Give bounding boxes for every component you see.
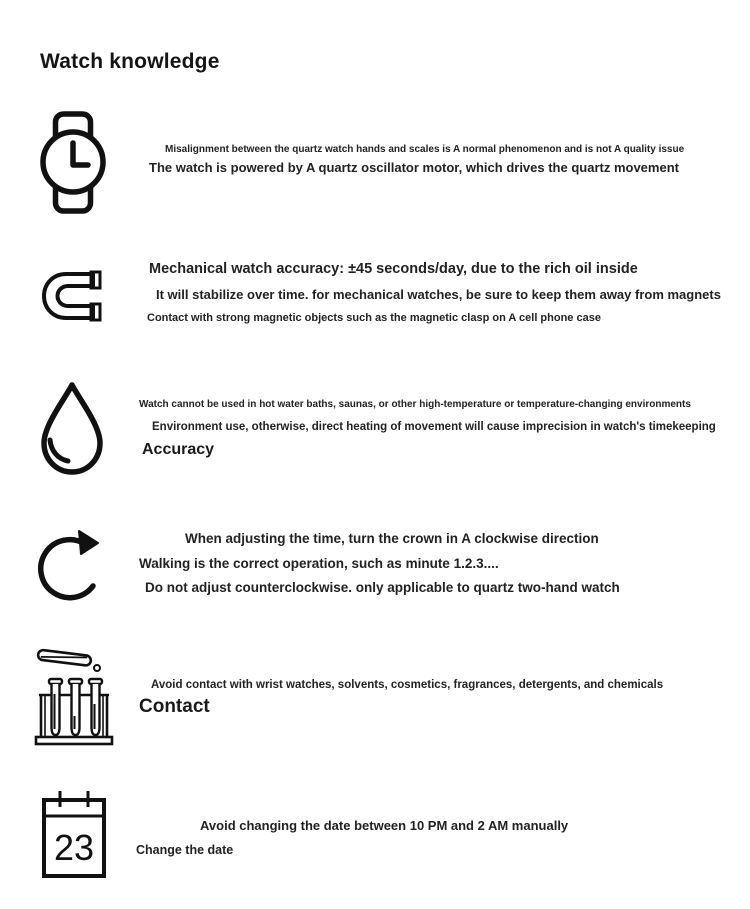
contact-heading: Contact xyxy=(139,696,210,717)
date-change-warning-note: Avoid changing the date between 10 PM and 2 AM manually xyxy=(200,818,569,833)
test-tubes-icon xyxy=(32,642,116,747)
crown-clockwise-note: When adjusting the time, turn the crown in A clockwise direction xyxy=(185,531,599,546)
calendar-icon xyxy=(38,788,110,880)
page-title: Watch knowledge xyxy=(40,50,220,74)
quartz-misalignment-note: Misalignment between the quartz watch hands and scales is A normal phenomenon and is not A quality issue xyxy=(165,144,685,155)
magnet-contact-note: Contact with strong magnetic objects such as the magnetic clasp on A cell phone case xyxy=(147,312,601,324)
clockwise-arrow-icon xyxy=(34,516,110,610)
quartz-movement-note: The watch is powered by A quartz oscillator motor, which drives the quartz movement xyxy=(149,160,679,175)
mechanical-accuracy-note: Mechanical watch accuracy: ±45 seconds/day, due to the rich oil inside xyxy=(149,261,638,277)
heating-imprecision-note: Environment use, otherwise, direct heating of movement will cause imprecision in watch's timekeeping xyxy=(152,421,716,433)
calendar-day-number: 23 xyxy=(53,827,95,868)
magnet-icon xyxy=(38,264,106,328)
change-date-heading: Change the date xyxy=(136,843,234,857)
magnet-warning-note: It will stabilize over time. for mechanical watches, be sure to keep them away from magnets xyxy=(156,287,721,302)
watch-icon xyxy=(38,110,108,215)
water-drop-icon xyxy=(36,378,108,480)
temperature-warning-note: Watch cannot be used in hot water baths, saunas, or other high-temperature or temperature-changing environments xyxy=(139,399,691,410)
no-counterclockwise-note: Do not adjust counterclockwise. only applicable to quartz two-hand watch xyxy=(145,580,620,595)
chemicals-warning-note: Avoid contact with wrist watches, solvents, cosmetics, fragrances, detergents, and chemicals xyxy=(151,679,664,691)
accuracy-heading: Accuracy xyxy=(142,441,215,458)
correct-operation-note: Walking is the correct operation, such as minute 1.2.3.... xyxy=(139,556,499,571)
